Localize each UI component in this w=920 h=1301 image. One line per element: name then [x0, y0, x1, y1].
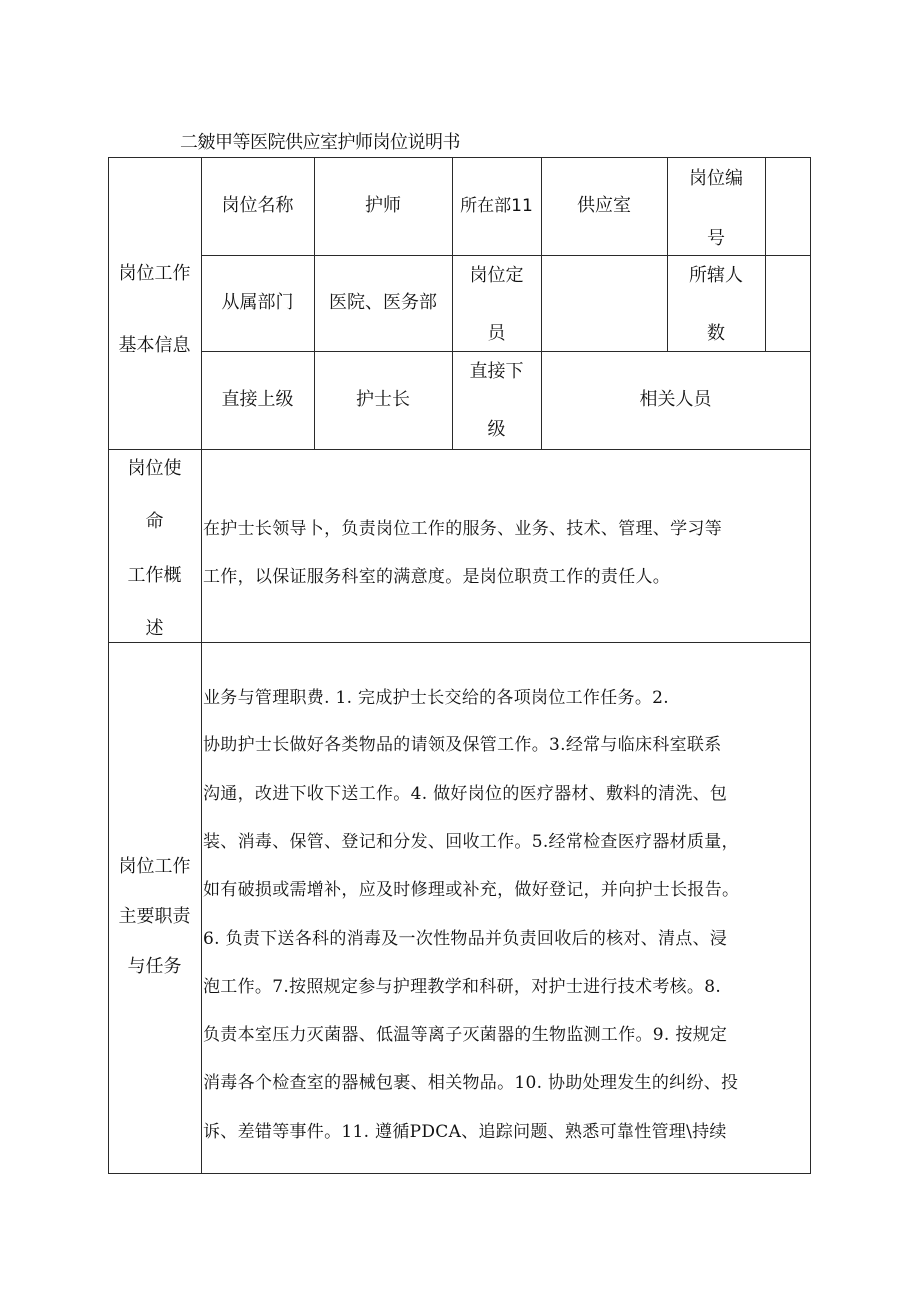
duties-line: 泡工作。7.按照规定参与护理教学和科研，对护士进行技术考核。8. [203, 977, 722, 997]
direct-subordinate-label [452, 363, 541, 439]
duties-line: 诉、差错等事件。11. 遵循PDCA、追踪问题、熟悉可靠性管理\持续 [203, 1122, 727, 1142]
direct-subordinate-value: 相关人员 [639, 389, 712, 410]
document-title: 二皴甲等医院供应室护师岗位说明书 [180, 132, 460, 153]
table-bottom-border [108, 1173, 811, 1174]
post-name-value: 护师 [365, 195, 401, 216]
post-quota-label-line1: 岗位定 [469, 265, 524, 286]
staff-count-label [667, 267, 765, 343]
duties-line: 装、消毒、保管、登记和分发、回收工作。5.经常检查医疗器材质量， [203, 832, 739, 852]
basic-info-label-line2: 基本信息 [118, 335, 191, 356]
duties-line: 业务与管理职费. 1. 完成护士长交给的各项岗位工作任务。2. [203, 688, 669, 708]
post-number-label-line2: 号 [707, 228, 725, 249]
duties-section-label [108, 858, 201, 976]
belong-department-value: 医院、医务部 [329, 292, 437, 313]
duties-line: 6. 负责下送各科的消毒及一次性物品并负责回收后的核对、清点、浸 [203, 929, 728, 949]
mission-label-line3: 工作概 [127, 564, 182, 586]
mission-line: 工作，以保证服务科室的满意度。是岗位职贲工作的责任人。 [203, 567, 671, 587]
staff-count-label-line2: 数 [707, 323, 725, 344]
basic-info-section-label [108, 265, 201, 355]
duties-line: 消毒各个检查室的器械包裹、相关物品。10. 协助处理发生的纠纷、投 [203, 1073, 739, 1093]
staff-count-value [765, 255, 810, 351]
section-divider [108, 642, 811, 643]
duties-label-line2: 主要职责 [118, 906, 191, 927]
post-number-value [765, 157, 810, 255]
direct-subordinate-label-line1: 直接下 [469, 361, 524, 382]
duties-line: 负责本室压力灭菌器、低温等离子灭菌器的生物监测工作。9. 按规定 [203, 1025, 728, 1045]
belong-department-label: 从属部门 [221, 292, 294, 313]
mission-section-label [108, 460, 201, 638]
post-quota-label [452, 267, 541, 343]
duties-label-line3: 与任务 [127, 956, 182, 977]
department-label: 所在部11 [460, 195, 533, 216]
duties-line: 沟通，改进下收下送工作。4. 做好岗位的医疗器材、敷料的清洗、包 [203, 784, 728, 804]
mission-label-line4: 述 [145, 617, 164, 639]
direct-subordinate-label-line2: 级 [487, 419, 506, 440]
direct-superior-label: 直接上级 [221, 389, 294, 410]
department-value: 供应室 [577, 195, 631, 216]
staff-count-label-line1: 所辖人 [689, 265, 743, 286]
post-number-label [667, 170, 765, 248]
basic-info-label-line1: 岗位工作 [118, 263, 191, 284]
mission-label-line2: 命 [145, 511, 164, 533]
post-name-label: 岗位名称 [221, 195, 294, 216]
post-quota-label-line2: 员 [487, 323, 506, 344]
duties-label-line1: 岗位工作 [118, 856, 191, 877]
table-right-border [810, 157, 811, 1174]
post-number-label-line1: 岗位编 [689, 168, 743, 189]
duties-line: 如有破损或需增补，应及时修理或补充，做好登记，并向护士长报告。 [203, 880, 740, 900]
duties-line: 协助护士长做好各类物品的请领及保管工作。3.经常与临床科室联系 [203, 735, 722, 755]
post-quota-value [541, 255, 667, 351]
mission-label-line1: 岗位使 [127, 458, 182, 479]
direct-superior-value: 护士长 [356, 389, 410, 410]
mission-line: 在护士长领导卜，负责岗位工作的服务、业务、技术、管理、学习等 [203, 519, 722, 539]
section-divider [108, 449, 811, 450]
